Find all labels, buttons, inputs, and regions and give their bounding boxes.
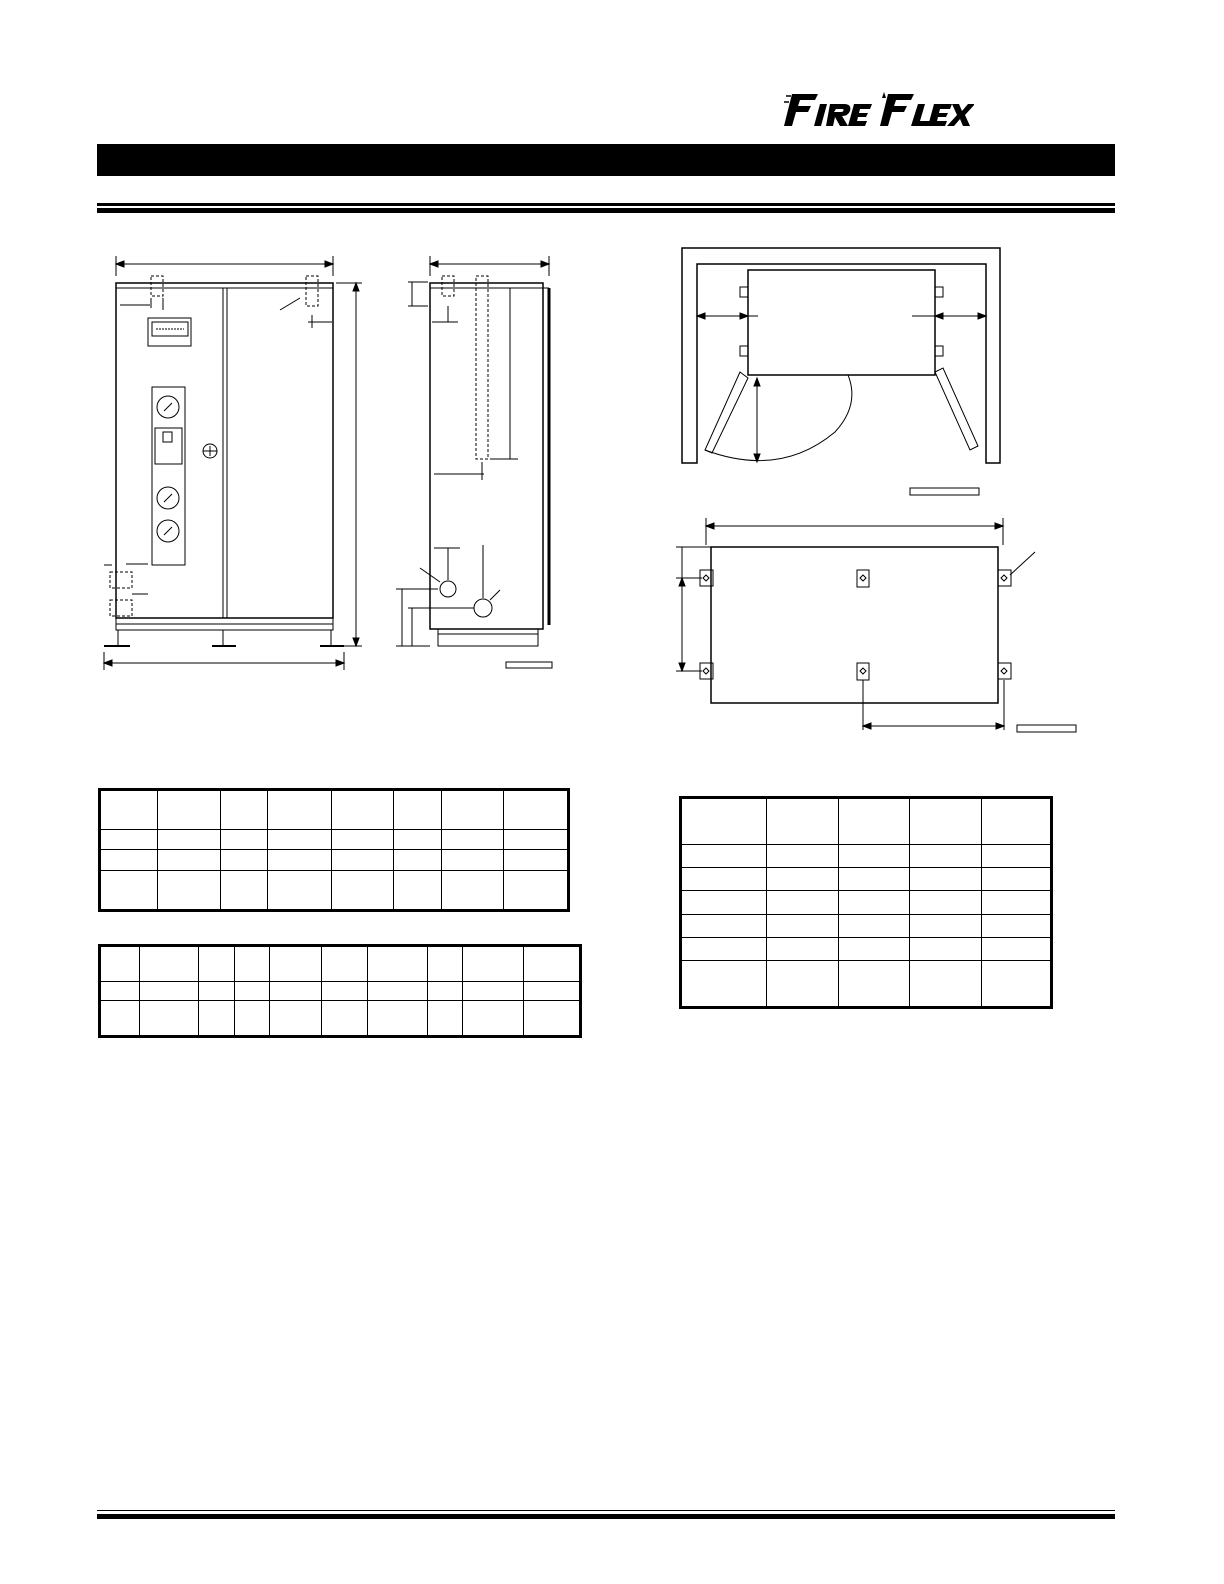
table-right — [679, 796, 1053, 1009]
table-row — [681, 914, 1052, 937]
technical-drawings — [0, 0, 1224, 780]
table-row — [100, 946, 581, 982]
table-row — [100, 982, 581, 1000]
anchor-plan-drawing — [676, 518, 1076, 732]
footer-rule-thin — [97, 1510, 1115, 1511]
table-row — [681, 891, 1052, 914]
footer-rule-thick — [97, 1514, 1115, 1519]
table-left-bottom — [98, 944, 582, 1038]
table-row — [681, 961, 1052, 1008]
table-row — [100, 790, 569, 830]
front-elevation-drawing — [104, 256, 362, 670]
table-row — [681, 844, 1052, 867]
table-row — [100, 870, 569, 910]
side-elevation-drawing — [396, 256, 552, 668]
table-row — [681, 937, 1052, 960]
table-row — [681, 867, 1052, 890]
clearance-plan-drawing — [682, 248, 1000, 495]
table-left-top — [98, 788, 570, 912]
table-row — [100, 830, 569, 850]
table-row — [100, 1000, 581, 1036]
table-row — [100, 850, 569, 870]
table-row — [681, 798, 1052, 845]
